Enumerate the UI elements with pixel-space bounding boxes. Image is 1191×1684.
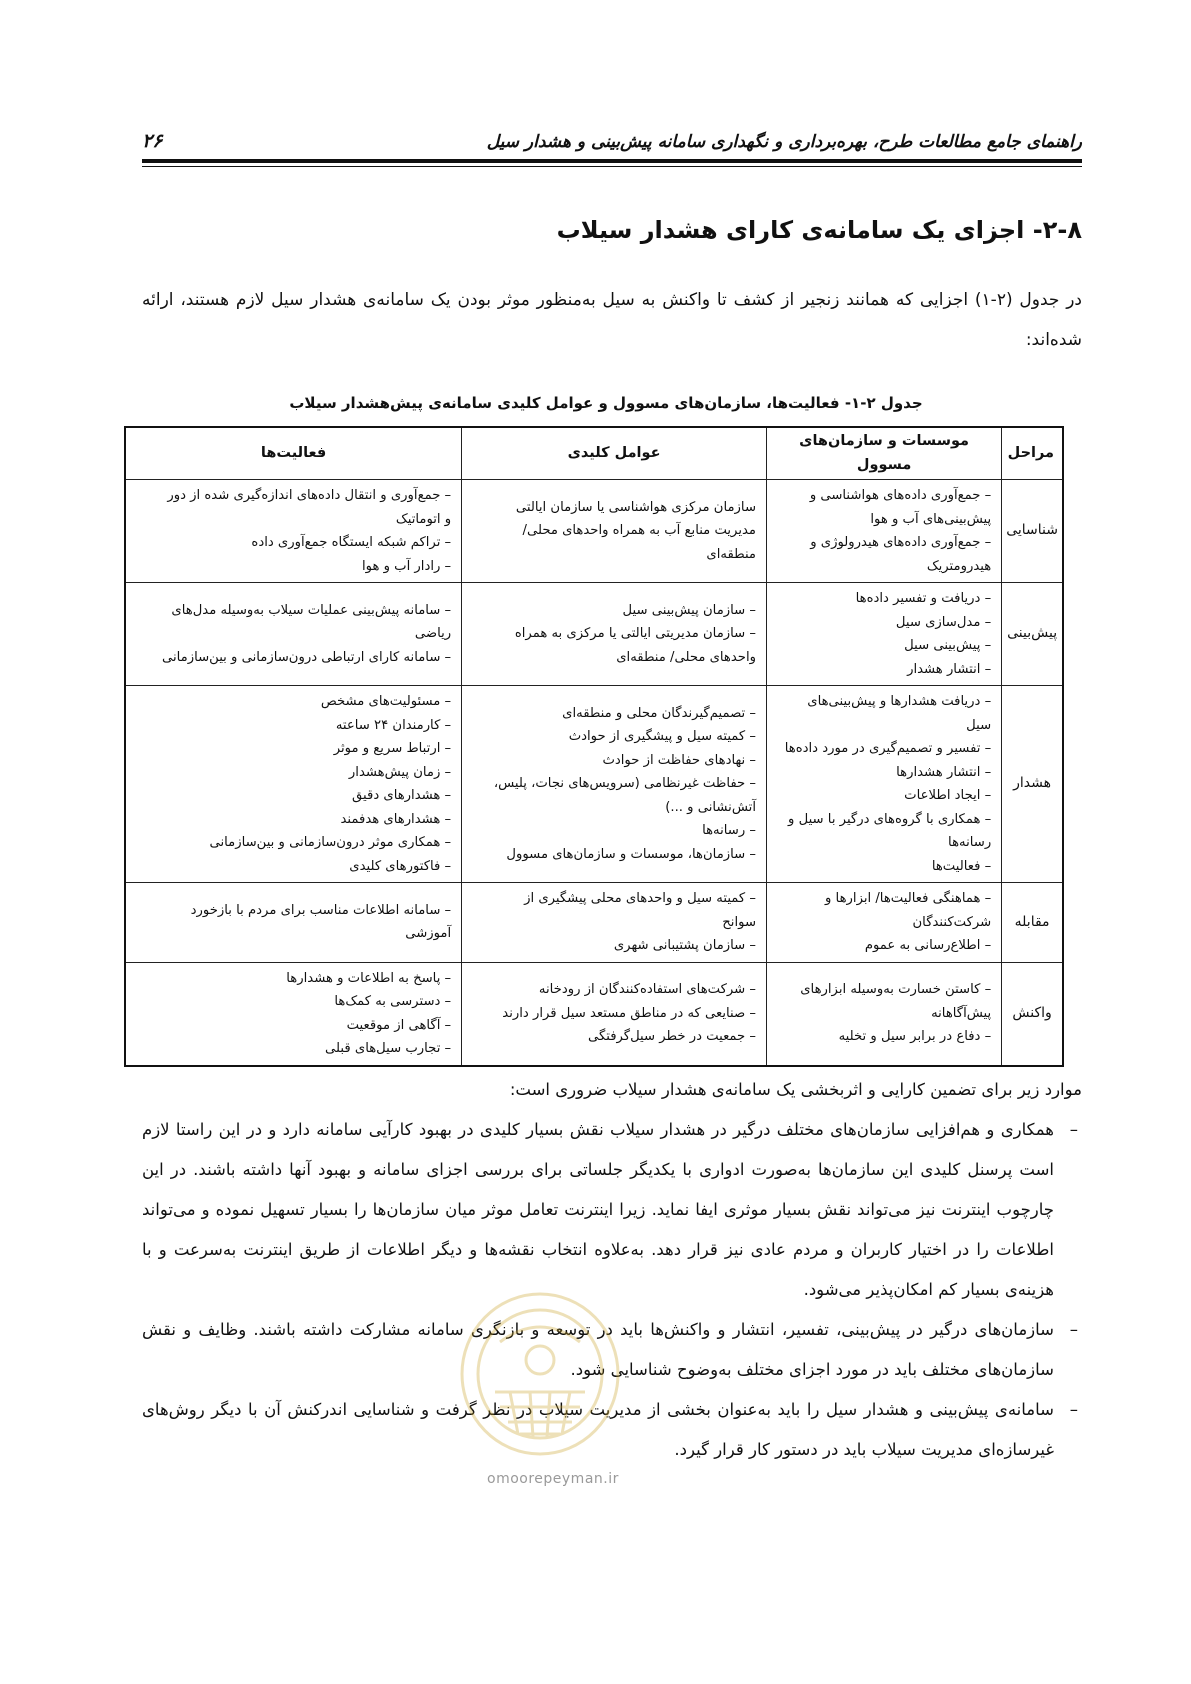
- cell-line: – تجارب سیل‌های قبلی: [325, 1041, 452, 1056]
- cell-line: – همکاری با گروه‌های درگیر با سیل و: [788, 811, 992, 827]
- key-factors-cell: [462, 883, 767, 963]
- cell-line: آتش‌نشانی و ...): [665, 799, 756, 815]
- activities-cell: [125, 962, 462, 1066]
- cell-line: پیش‌آگاهانه: [931, 1005, 992, 1021]
- cell-line: و اتوماتیک: [395, 511, 452, 527]
- cell-line: – هشدارهای دقیق: [352, 788, 452, 803]
- cell-line: مدیریت منابع آب به همراه واحدهای محلی/: [522, 523, 756, 539]
- cell-line: – کاستن خسارت به‌وسیله ابزارهای: [800, 982, 992, 998]
- watermark-logo: [440, 1282, 640, 1462]
- activities-cell: [125, 583, 462, 686]
- intro-paragraph: در جدول (۲-۱) اجزایی که همانند زنجیر از کشف تا واکنش به سیل به‌منظور موثر بودن یک سامانه‌ی هشدار سیل لازم هستند، ارائه شده‌اند:: [142, 290, 1082, 350]
- header-rule-thin: [142, 166, 1082, 167]
- table-row: [125, 583, 1063, 686]
- stage-cell: شناسایی: [1002, 480, 1063, 583]
- key-factors-cell: [462, 962, 767, 1066]
- cell-line: سازمان مرکزی هواشناسی یا سازمان ایالتی: [515, 499, 756, 515]
- cell-line: – سامانه پیش‌بینی عملیات سیلاب به‌وسیله مدل‌های: [171, 602, 452, 618]
- cell-line: – جمع‌آوری و انتقال داده‌های اندازه‌گیری شده از دور: [167, 488, 452, 503]
- running-header: [142, 126, 1082, 152]
- cell-line: – زمان پیش‌هشدار: [348, 764, 452, 780]
- bullet-dash: –: [1069, 1320, 1078, 1339]
- list-item-text: سازمان‌های درگیر در پیش‌بینی، تفسیر، انتشار و واکنش‌ها باید در توسعه و بازنگری سامانه مشارکت داشته باشند. وظایف و نقش سازمان‌های مختلف باید در مورد اجزای مختلف به‌وضوح شناسایی شود.: [142, 1320, 1054, 1379]
- activities-cell: [125, 883, 462, 963]
- cell-line: – پاسخ به اطلاعات و هشدارها: [286, 970, 452, 986]
- stage-cell: مقابله: [1002, 883, 1063, 963]
- bullet-dash: –: [1069, 1120, 1078, 1139]
- organizations-cell: [767, 686, 1002, 883]
- stage-cell: پیش‌بینی: [1002, 583, 1063, 686]
- cell-line: – جمع‌آوری داده‌های هیدرولوژی و: [810, 535, 992, 550]
- cell-line: – هماهنگی فعالیت‌ها/ ابزارها و: [825, 891, 992, 906]
- table-caption: جدول ۲-۱- فعالیت‌ها، سازمان‌های مسوول و عوامل کلیدی سامانه‌ی پیش‌هشدار سیلاب: [289, 394, 923, 412]
- activities-cell: [125, 686, 462, 883]
- cell-line: – فاکتورهای کلیدی: [349, 858, 452, 874]
- organizations-cell: [767, 480, 1002, 583]
- cell-line: سیل: [966, 717, 992, 733]
- key-factors-cell: [462, 583, 767, 686]
- list-item: [142, 1110, 1082, 1310]
- cell-line: – رسانه‌ها: [702, 823, 756, 839]
- cell-line: – کارمندان ۲۴ ساعته: [335, 717, 452, 733]
- stage-cell: واکنش: [1002, 962, 1063, 1066]
- table-row: [125, 883, 1063, 963]
- cell-line: – دفاع در برابر سیل و تخلیه: [838, 1029, 992, 1045]
- page-number: ۲۶: [142, 130, 163, 152]
- cell-line: – کمیته سیل و پیشگیری از حوادث: [568, 729, 756, 745]
- list-item-text: سامانه‌ی پیش‌بینی و هشدار سیل را باید به‌عنوان بخشی از مدیریت سیلاب در نظر گرفت و شناسایی اندرکنش آن با دیگر روش‌های غیرسازه‌ای مدیریت سیلاب باید در دستور کار قرار گیرد.: [142, 1400, 1054, 1459]
- header-activities: فعالیت‌ها: [125, 427, 462, 480]
- header-stage: مراحل: [1002, 427, 1063, 480]
- cell-line: – فعالیت‌ها: [931, 858, 992, 874]
- cell-line: واحدهای محلی/ منطقه‌ای: [616, 649, 756, 665]
- cell-line: – دریافت و تفسیر داده‌ها: [855, 591, 992, 606]
- cell-line: – همکاری موثر درون‌سازمانی و بین‌سازمانی: [209, 835, 452, 850]
- cell-line: – مدل‌سازی سیل: [895, 614, 992, 630]
- cell-line: – تراکم شبکه ایستگاه جمع‌آوری داده: [251, 535, 452, 550]
- components-table: [124, 426, 1064, 1067]
- cell-line: پیش‌بینی‌های آب و هوا: [870, 511, 992, 527]
- header-organizations: موسسات و سازمان‌های مسوول: [767, 427, 1002, 480]
- table-row: [125, 962, 1063, 1066]
- cell-line: آموزشی: [405, 926, 452, 942]
- table-row: [125, 686, 1063, 883]
- stage-cell: هشدار: [1002, 686, 1063, 883]
- table-header-row: [125, 427, 1063, 480]
- post-table-lead: موارد زیر برای تضمین کارایی و اثربخشی یک سامانه‌ی هشدار سیلاب ضروری است:: [509, 1080, 1082, 1099]
- header-key-factors: عوامل کلیدی: [462, 427, 767, 480]
- key-factors-cell: [462, 686, 767, 883]
- cell-line: – پیش‌بینی سیل: [904, 638, 992, 653]
- cell-line: – انتشار هشدارها: [896, 764, 992, 780]
- cell-line: – حفاظت غیرنظامی (سرویس‌های نجات، پلیس،: [493, 776, 756, 792]
- cell-line: – صنایعی که در مناطق مستعد سیل قرار دارند: [502, 1005, 756, 1021]
- organizations-cell: [767, 583, 1002, 686]
- cell-line: – دریافت هشدارها و پیش‌بینی‌های: [807, 694, 992, 709]
- cell-line: – کمیته سیل و واحدهای محلی پیشگیری از: [524, 891, 756, 906]
- cell-line: شرکت‌کنندگان: [912, 914, 992, 930]
- cell-line: – نهادهای حفاظت از حوادث: [602, 752, 756, 768]
- cell-line: ریاضی: [414, 626, 452, 642]
- organizations-cell: [767, 883, 1002, 963]
- organizations-cell: [767, 962, 1002, 1066]
- cell-line: رسانه‌ها: [948, 835, 992, 850]
- cell-line: – تصمیم‌گیرندگان محلی و منطقه‌ای: [562, 705, 756, 721]
- section-heading: ۲-۸- اجزای یک سامانه‌ی کارای هشدار سیلاب: [556, 216, 1082, 244]
- cell-line: – سازمان‌ها، موسسات و سازمان‌های مسوول: [506, 846, 756, 862]
- cell-line: – سامانه اطلاعات مناسب برای مردم با بازخورد: [190, 902, 452, 918]
- cell-line: – جمعیت در خطر سیل‌گرفتگی: [587, 1029, 756, 1045]
- cell-line: – هشدارهای هدفمند: [340, 811, 452, 827]
- cell-line: – تفسیر و تصمیم‌گیری در مورد داده‌ها: [784, 741, 992, 756]
- cell-line: – سامانه کارای ارتباطی درون‌سازمانی و بین‌سازمانی: [161, 649, 452, 665]
- activities-cell: [125, 480, 462, 583]
- table-row: [125, 480, 1063, 583]
- list-item-text: همکاری و هم‌افزایی سازمان‌های مختلف درگیر در هشدار سیلاب نقش بسیار کلیدی در بهبود کارآیی سامانه دارد و در این راستا لازم است پرسنل کلیدی این سازمان‌ها به‌صورت ادواری با یکدیگر جلساتی برای بررسی اجزای سامانه و بهبود آنها داشته باشند. در این چارچوب اینترنت نیز می‌تواند نقش بسیار موثری ایفا نماید. زیرا اینترنت تعامل موثر میان سازمان‌ها را بسیار تسهیل نموده و می‌تواند اطلاعات را در اختیار کاربران و مردم عادی نیز قرار دهد. به‌علاوه انتخاب نقشه‌ها و دیگر اطلاعات از طریق اینترنت به‌سرعت و با هزینه‌ی بسیار کم امکان‌پذیر می‌شود.: [142, 1120, 1054, 1299]
- cell-line: – دسترسی به کمک‌ها: [334, 994, 452, 1009]
- cell-line: – شرکت‌های استفاده‌کنندگان از رودخانه: [538, 982, 756, 998]
- cell-line: – سازمان پشتیبانی شهری: [613, 938, 756, 953]
- cell-line: منطقه‌ای: [706, 546, 756, 562]
- cell-line: – رادار آب و هوا: [361, 558, 452, 574]
- running-header-title: راهنمای جامع مطالعات طرح، بهره‌برداری و نگهداری سامانه پیش‌بینی و هشدار سیل: [486, 132, 1082, 152]
- cell-line: – سازمان مدیریتی ایالتی یا مرکزی به همراه: [514, 626, 756, 642]
- cell-line: هیدرومتریک: [926, 558, 992, 574]
- table-body: [125, 480, 1063, 1066]
- cell-line: – ایجاد اطلاعات: [904, 788, 992, 803]
- cell-line: – آگاهی از موقعیت: [346, 1017, 452, 1033]
- header-rule: [142, 159, 1082, 163]
- cell-line: – ارتباط سریع و موثر: [333, 741, 452, 756]
- cell-line: – مسئولیت‌های مشخص: [320, 694, 452, 709]
- key-factors-cell: [462, 480, 767, 583]
- bullet-dash: –: [1069, 1400, 1078, 1419]
- cell-line: سوانح: [722, 914, 756, 930]
- cell-line: – انتشار هشدار: [907, 661, 992, 677]
- cell-line: – جمع‌آوری داده‌های هواشناسی و: [809, 488, 992, 503]
- cell-line: – اطلاع‌رسانی به عموم: [864, 938, 992, 953]
- cell-line: – سازمان پیش‌بینی سیل: [622, 602, 756, 618]
- watermark-url: omoorepeyman.ir: [487, 1471, 619, 1487]
